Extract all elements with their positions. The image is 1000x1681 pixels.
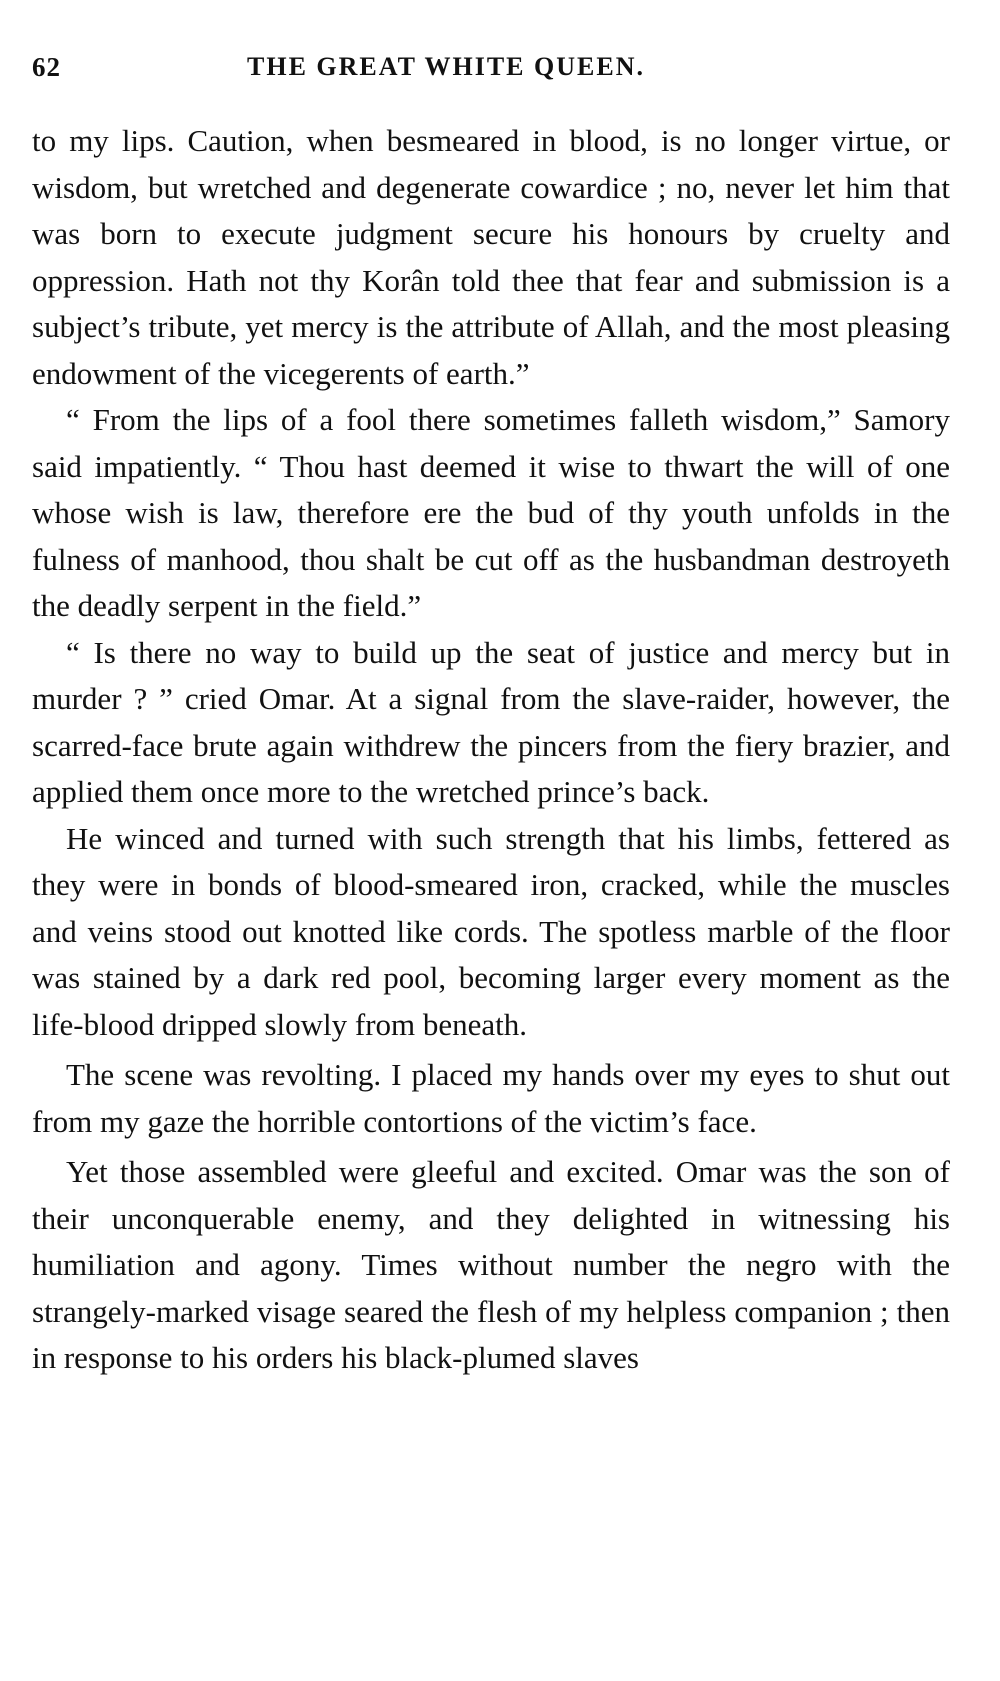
page-number: 62: [32, 52, 61, 82]
paragraph-1: to my lips. Caution, when besmeared in blood, is no longer virtue, or wisdom, but wretched and degenerate cowardice ; no, never let him that was born to execute judgment secure his honours by cruelty and oppression. Hath not thy Korân told thee that fear and submission is a subject’s tribute, yet mercy is the attribute of Allah, and the most pleasing endowment of the vicegerents of earth.”: [32, 123, 950, 391]
paragraph-3: “ Is there no way to build up the seat of justice and mercy but in murder ? ” cried Omar. At a signal from the slave-raider, however, the scarred-face brute again withdrew the pincers from the fiery brazier, and applied them once more to the wretched prince’s back.: [32, 634, 950, 809]
running-title: THE GREAT WHITE QUEEN.: [247, 52, 645, 81]
body-text: [32, 118, 950, 1382]
paragraph-6: Yet those assembled were gleeful and excited. Omar was the son of their unconquerable enemy, and they delighted in witnessing his humiliation and agony. Times without number the negro with the strangely-marked visage seared the flesh of my helpless companion ; then in response to his orders his black-plumed slaves: [32, 1154, 950, 1375]
paragraph-2: “ From the lips of a fool there sometimes falleth wisdom,” Samory said impatiently. “ Thou hast deemed it wise to thwart the will of one whose wish is law, therefore ere the bud of thy youth unfolds in the fulness of manhood, thou shalt be cut off as the husbandman destroyeth the deadly serpent in the field.”: [32, 402, 950, 623]
running-head: [32, 42, 950, 92]
paragraph-4: He winced and turned with such strength that his limbs, fettered as they were in bonds of blood-smeared iron, cracked, while the muscles and veins stood out knotted like cords. The spotless marble of the floor was stained by a dark red pool, becoming larger every moment as the life-blood dripped slowly from beneath.: [32, 820, 950, 1042]
paragraph-5: The scene was revolting. I placed my hands over my eyes to shut out from my gaze the horrible contortions of the victim’s face.: [32, 1057, 950, 1139]
